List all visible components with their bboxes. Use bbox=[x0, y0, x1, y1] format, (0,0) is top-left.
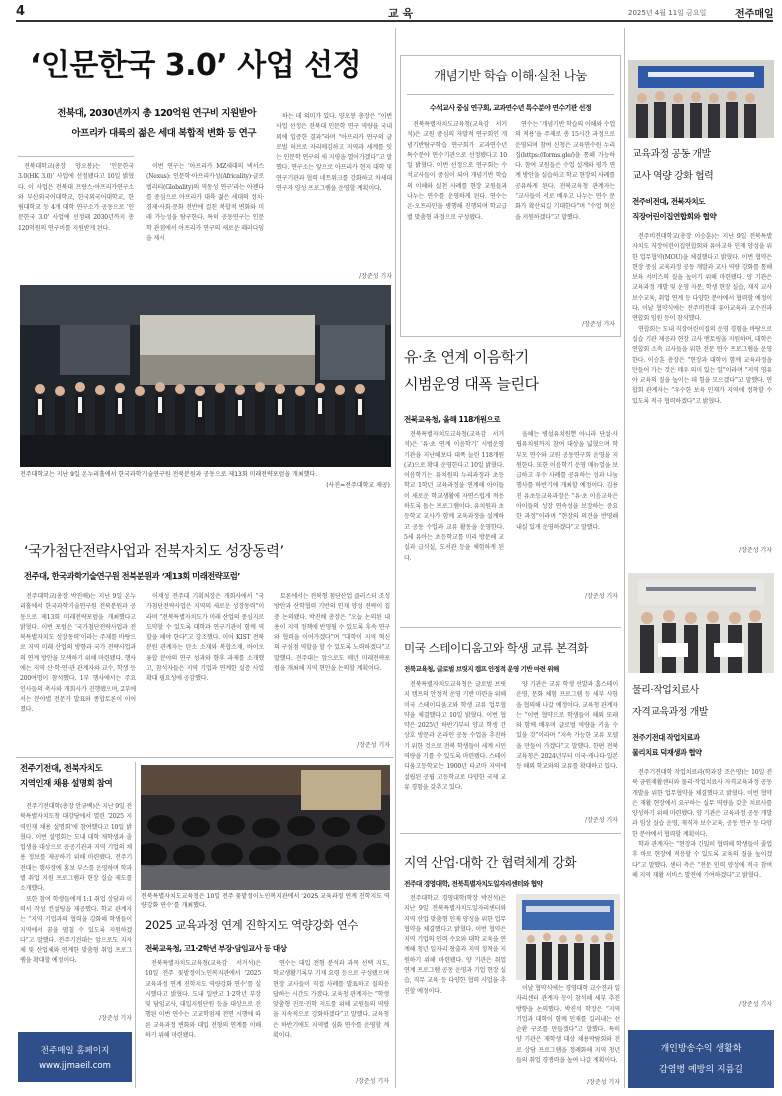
headline-line: 시범운영 대폭 늘린다 bbox=[404, 375, 539, 393]
byline: /장준성 기자 bbox=[359, 273, 392, 280]
headline-line: 교사 역량 강화 협력 bbox=[632, 171, 714, 182]
kijeon-mou-photo bbox=[628, 573, 774, 673]
article-kijeon-ot bbox=[628, 676, 774, 1026]
ad-url: www.jjmaeil.com bbox=[39, 1061, 111, 1071]
photo-caption: 전주대학교는 지난 9일 온누리홀에서 한국과학기술연구원 전북분원과 공동으로 제13회 미래전략포럼을 개최했다. bbox=[20, 471, 318, 478]
headline: 지역 산업·대학 간 협력체계 강화 bbox=[404, 856, 577, 871]
subheadline: 전주대, 한국과학기술연구원 전북분원과 ‘제13회 미래전략포럼’ bbox=[24, 571, 240, 581]
page-number: 4 bbox=[16, 4, 26, 19]
article-body: 양 기관은 교류 학생 선발과 홈스테이 운영, 문화 체험 프로그램 등 세부 사항을 협의해 나갈 예정이다. 교육청 관계자는 “이번 협약으로 학생들이 해외 또래와 함께 배우며 글로벌 역량을 키울 수 있을 것”이라며 “지속 가능한 교류 모델을 만들어 가겠다”고 말했다. 한편 전북교육청은 2024년부터 미국·캐나다·일본 등 해외 학교와의 교류를 확대하고 있다. bbox=[516, 681, 618, 771]
photo-caption: 전북특별자치도교육청은 10일 전주 꽃밭정이노인복지관에서 ‘2025 교육과정 연계 진학지도 역량강화 연수’를 개최했다. bbox=[141, 893, 390, 909]
article-body: 하는 데 의미가 있다. 양오봉 총장은 “이번 사업 선정은 전북대 인문학 연구 역량을 국내외에 입증한 결과”라며 “아프리카 연구의 글로벌 허브로 자리매김하고 지역과 세계를 잇는 인문학 연구의 새 지평을 열어가겠다”고 말했다. 연구소는 앞으로 아프리카 현지 대학 및 연구기관과 협력 네트워크를 강화하고 차세대 연구자 양성 프로그램을 운영할 계획이다. bbox=[276, 113, 392, 193]
headline bbox=[628, 676, 774, 724]
headline-line: 물리·작업치료사 bbox=[632, 685, 699, 696]
headline bbox=[628, 140, 774, 188]
headline: ‘인문한국 3.0’ 사업 선정 bbox=[30, 48, 362, 83]
article-body: 연수는 ‘개념기반 학습의 이해와 수업의 적용’을 주제로 총 15시간 과정으로 운영되며 참여 신청은 교육연수원 누리집(https://forms.gle/)을 통해 가능하다. 참여 교원들은 수업 설계와 평가 연계 방안을 실습하고 학교 현장의 사례를 공유하게 된다. 전북교육청 관계자는 “교사들이 서로 배우고 나누는 연수 문화가 확산되길 기대한다”며 “수업 혁신을 지원하겠다”고 말했다. bbox=[515, 121, 615, 221]
headline bbox=[400, 340, 622, 398]
article-kijeon-recruit bbox=[16, 762, 132, 1092]
header-rule bbox=[16, 20, 773, 22]
ad-line: 개인방송수익 생활화 bbox=[660, 1044, 742, 1054]
divider bbox=[624, 28, 625, 1088]
rule bbox=[407, 94, 614, 95]
vision-mou-photo bbox=[628, 60, 774, 138]
article-body: 전주대학교 경영대학(학장 박진석)은 지난 9일 전북특별자치도일자리센터와 지역 산업 맞춤형 인재 양성을 위한 업무협약을 체결했다고 밝혔다. 이번 협약은 지역 기업의 인력 수요와 대학 교육을 연계해 청년 일자리 창출과 지역 정착을 지원하기 위해 마련됐다. 양 기관은 취업 연계 프로그램 공동 운영과 기업 현장 실습, 직무 교육 등 다양한 협력 사업을 추진할 예정이다. bbox=[404, 895, 506, 995]
divider bbox=[395, 28, 396, 1088]
subheadline-line: 아프리카 대륙의 젊은 세대 복합적 변화 등 연구 bbox=[71, 128, 256, 139]
subheadline-line: 전주비전대, 전북자치도 bbox=[632, 197, 705, 206]
article-forum bbox=[16, 530, 394, 754]
article-body: 이재성 전주대 기획처장은 개회사에서 “국가첨단전략사업은 지역의 새로운 성장동력”이라며 “전북특별자치도가 미래 산업의 중심지로 도약할 수 있도록 대학과 연구기관이 함께 역할을 해야 한다”고 강조했다. 이어 KIST 전북분원 관계자는 탄소 소재와 복합소재, 바이오 융합 분야의 연구 성과와 향후 과제를 소개했고, 참석자들은 지역 기업과 연계한 실증 사업 확대 필요성에 공감했다. bbox=[146, 593, 264, 683]
mou-photo bbox=[516, 894, 620, 980]
subheadline: 수석교사 중심 연구회, 교과연수년 특수분야 연수기관 선정 bbox=[429, 104, 592, 112]
article-body: 올해는 병설유치원뿐 아니라 단설·사립유치원까지 참여 대상을 넓혔으며 학부모 연수와 교원 공동연구회 운영을 지원한다. 또한 이음학기 운영 매뉴얼을 보급하고 우수 사례를 공유하는 성과 나눔 행사를 하반기에 개최할 예정이다. 김용진 유초등교육과장은 “유·초 이음교육은 아이들의 성장 연속성을 보장하는 중요한 과정”이라며 “현장의 의견을 반영해 내실 있게 운영하겠다”고 말했다. bbox=[516, 431, 618, 531]
byline: /장준성 기자 bbox=[585, 817, 618, 824]
byline: /장준성 기자 bbox=[356, 1078, 389, 1085]
article-body: 이번 연구는 ‘아프리카 MZ세대의 넥서스(Nexus): 인문학·아프리카성(Africality)·글로벌리티(Globality)의 역동성 연구’라는 아젠다를 중심으로 아프리카 대륙 젊은 세대의 정치·경제·사회·문화 전반에 걸친 복합적 변화와 미래 가능성을 탐구한다. 특히 공동연구는 인문학 관점에서 아프리카 연구의 새로운 패러다임을 제시 bbox=[146, 163, 264, 243]
article-body: 전북특별자치도교육청(교육감 서거석)은 10일 전주 꽃밭정이노인복지관에서 ‘2025 교육과정 연계 진학지도 역량강화 연수’를 실시했다고 밝혔다. 도내 일반고 1·2학년 부장 및 담임교사, 대입지원단원 등을 대상으로 진행된 이번 연수는 고교학점제 전면 시행에 따른 교육과정 변화와 대입 전형의 연계를 이해하기 위해 마련됐다. bbox=[145, 960, 261, 1040]
article-body: 토론에서는 전북형 첨단산업 클러스터 조성 방안과 산학협력 기반의 인재 양성 전략이 집중 논의됐다. 박진배 총장은 “오늘 논의된 내용이 지역 정책에 반영될 수 있도록 후속 연구와 협력을 이어가겠다”며 “대학이 지역 혁신의 구심점 역할을 할 수 있도록 노력하겠다”고 말했다. 전주대는 앞으로도 매년 미래전략포럼을 개최해 지역 현안을 논의할 계획이다. bbox=[274, 593, 390, 673]
byline: /장준성 기자 bbox=[739, 547, 772, 554]
issue-date: 2025년 4월 11일 금요일 bbox=[628, 9, 707, 17]
divider bbox=[400, 833, 621, 834]
forum-photo bbox=[20, 285, 391, 467]
headline bbox=[16, 762, 132, 792]
ad-line: 전주매일 홈페이지 bbox=[40, 1046, 110, 1056]
article-industry-univ bbox=[400, 838, 622, 1092]
article-vision-daycare bbox=[628, 140, 774, 560]
subheadline bbox=[36, 104, 256, 144]
subheadline: 전북교육청, 올해 118개원으로 bbox=[404, 415, 501, 424]
headline: ‘국가첨단전략사업과 전북자치도 성장동력’ bbox=[24, 544, 284, 560]
article-transition-semester bbox=[400, 340, 622, 610]
photo-credit: (사진=전주대학교 제공) bbox=[326, 482, 390, 489]
article-stadium-high bbox=[400, 632, 622, 830]
subheadline bbox=[628, 724, 774, 760]
article-body: 전북특별자치도교육청은 글로벌 브릿지 캠프의 안정적 운영 기반 마련을 위해 미국 스테이디움고와 학생 교류 업무협약을 체결했다고 10일 밝혔다. 이번 협약은 2025년 하반기부터 양교 학생 간 상호 방문과 온라인 공동 수업을 추진하기 위한 것으로 전북 학생들이 세계 시민 역량을 기를 수 있도록 마련됐다. 스테이디움고등학교는 1900년 타코마 지역에 설립된 공립 고등학교로 다양한 국제 교류 경험을 갖추고 있다. bbox=[404, 681, 506, 791]
subheadline-line: 물리치료 덕재생과 협약 bbox=[632, 748, 702, 757]
homepage-ad[interactable] bbox=[18, 1032, 132, 1082]
headline-line: 전주기전대, 전북자치도 bbox=[20, 764, 103, 774]
headline: 개념기반 학습 이해·실천 나눔 bbox=[434, 68, 587, 83]
subheadline-line: 전북대, 2030년까지 총 120억원 연구비 지원받아 bbox=[57, 108, 256, 119]
byline: /장준성 기자 bbox=[99, 1015, 132, 1022]
byline: /장준성 기자 bbox=[357, 742, 390, 749]
divider bbox=[400, 627, 621, 628]
section-label: 교 육 bbox=[388, 7, 414, 20]
article-concept-learning bbox=[400, 55, 621, 337]
brand-name: 전주매일 bbox=[735, 9, 774, 20]
subheadline: 전북교육청, 글로벌 브릿지 캠프 안정적 운영 기반 마련 위해 bbox=[404, 665, 559, 673]
article-body: 전북대학교(총장 양오봉)는 ‘인문한국 3.0(HK 3.0)’ 사업에 선정됐다고 10일 밝혔다. 이 사업은 전북대 프랑스·아프리카연구소와 부산외국어대학교, 한국외국어대학교, 한림대학교 등 4개 대학 연구소가 공동으로 ‘인문한국 3.0’ 사업에 선정돼 2030년까지 총 120억원의 연구비를 지원받게 된다. bbox=[18, 163, 134, 232]
article-body: 이날 협약식에는 경영대학 교수진과 일자리센터 관계자 등이 참석해 세부 추진 방향을 논의했다. 박진석 학장은 “지역 기업과 대학이 함께 인재를 길러내는 선순환 구조를 만들겠다”고 말했다. 특히 양 기관은 재학생 대상 채용박람회와 진로 상담 프로그램을 정례화해 지역 청년들의 취업 경쟁력을 높여 나갈 계획이다. bbox=[516, 985, 620, 1065]
byline: /장준성 기자 bbox=[585, 593, 618, 600]
divider bbox=[16, 757, 394, 758]
subheadline: 전북교육청, 고1·2학년 부장·담임교사 등 대상 bbox=[145, 944, 287, 953]
headline: 미국 스테이디움고와 학생 교류 본격화 bbox=[404, 641, 588, 655]
article-body: 전북특별자치도교육청(교육감 서거석)은 교원 중심의 자발적 연구회인 개념기반탐구학습 연구회가 교과연수년 특수분야 연수기관으로 선정됐다고 10일 밝혔다. 이번 선정으로 연구회는 수석교사들이 중심이 되어 개념기반 학습의 이해와 실천 사례를 현장 교원들과 나누는 연수를 운영하게 된다. 연수는 온·오프라인을 병행해 진행되며 학교급별 맞춤형 과정으로 구성됐다. bbox=[407, 121, 507, 221]
article-body: 전북특별자치도교육청(교육감 서거석)은 ‘유·초 연계 이음학기’ 시범운영 기관을 지난해보다 대폭 늘린 118개원(교)으로 확대 운영한다고 10일 밝혔다. 이음학기는 유치원의 누리과정과 초등학교 1학년 교육과정을 연계해 아이들이 새로운 학교생활에 자연스럽게 적응하도록 돕는 프로그램이다. 유치원과 초등학교 교사가 함께 교육과정을 설계하고 공동 수업과 교류 활동을 운영한다. 5세 유아는 초등학교를 미리 방문해 교실과 급식실, 도서관 등을 체험하게 된다. bbox=[404, 431, 504, 562]
subheadline-line: 전주기전대 작업치료과 bbox=[632, 733, 700, 742]
headline-line: 지역인재 채용 설명회 참여 bbox=[20, 779, 113, 789]
byline: /장준성 기자 bbox=[582, 321, 615, 328]
subheadline bbox=[628, 188, 774, 224]
ad-line: 감염병 예방의 지름길 bbox=[659, 1065, 743, 1075]
page-header bbox=[16, 4, 776, 20]
headline-line: 자격교육과정 개발 bbox=[632, 707, 708, 718]
public-ad[interactable] bbox=[628, 1030, 774, 1088]
training-photo bbox=[141, 765, 390, 890]
divider bbox=[135, 762, 136, 1088]
article-body: 전주기전대학 작업치료과(학과장 조은영)는 10일 전북 금원재활센터와 물리·작업치료사 자격교육과정 공동 개발을 위한 업무협약을 체결했다고 밝혔다. 이번 협약은 재활 현장에서 요구하는 실무 역량을 갖춘 치료사를 양성하기 위해 마련됐다. 양 기관은 교육과정 공동 개발과 임상 실습 운영, 재직자 보수교육, 공동 연구 등 다양한 분야에서 협력할 계획이다. 학과 관계자는 “현장과 긴밀히 협력해 학생들이 졸업 후 바로 현장에 적응할 수 있도록 교육의 질을 높이겠다”고 말했다. 센터 측은 “전문 인력 양성에 적극 참여해 지역 재활 서비스 발전에 기여하겠다”고 밝혔다. bbox=[632, 769, 772, 879]
headline-line: 교육과정 공동 개발 bbox=[632, 149, 711, 160]
article-body: 연수는 대입 전형 분석과 과목 선택 지도, 학교생활기록부 기재 요령 등으로 구성됐으며 현장 교사들이 직접 사례를 발표하고 질의응답하는 시간도 가졌다. 교육청 관계자는 “학생 맞춤형 진로·진학 지도를 위해 교원들의 역량을 지속적으로 강화하겠다”고 말했다. 교육청은 하반기에도 지역별 심화 연수를 운영할 계획이다. bbox=[273, 960, 389, 1040]
subheadline: 전주대 경영대학, 전북특별자치도일자리센터와 협약 bbox=[404, 880, 543, 888]
headline-line: 유·초 연계 이음학기 bbox=[404, 348, 529, 366]
article-body: 전주대학교(총장 박진배)는 지난 9일 온누리홀에서 한국과학기술연구원 전북분원과 공동으로 제13회 미래전략포럼을 개최했다고 밝혔다. 이번 포럼은 ‘국가첨단전략사업과 전북특별자치도 성장동력’이라는 주제를 바탕으로 지역 미래 산업의 방향과 국가 전략사업과의 연계 방안을 모색하기 위해 마련됐다. 행사에는 지역 산·학·연·관 관계자와 교수, 학생 등 200여명이 참석했다. 1부 행사에서는 주요 인사들의 축사와 개회사가 진행됐으며, 2부에서는 분야별 전문가 발표와 종합토론이 이어졌다. bbox=[20, 593, 136, 714]
article-body: 전주비전대학교(총장 이승훈)는 지난 9일 전북특별자치도 직장어린이집연합회와 유아교육 인재 양성을 위한 업무협약(MOU)을 체결했다고 밝혔다. 이번 협약은 현장 중심 교육과정 공동 개발과 교사 역량 강화를 통해 보육 서비스의 질을 높이기 위해 마련됐다. 양 기관은 교육과정 개발 및 운영 자문, 학생 현장 실습, 재직 교사 보수교육, 취업 연계 등 다양한 분야에서 협력할 예정이다. 이날 협약식에는 전주비전대 유아교육과 교수진과 연합회 임원 등이 참석했다. 연합회는 도내 직장어린이집의 운영 경험을 바탕으로 실습 기관 제공과 현장 교사 멘토링을 지원하며, 대학은 연합회 소속 교사들을 위한 전문 연수 프로그램을 운영한다. 이승훈 총장은 “현장과 대학이 함께 교육과정을 만들어 가는 것은 매우 의미 있는 일”이라며 “지역 영유아 교육의 질을 높이는 데 힘을 모으겠다”고 말했다. 연합회 관계자는 “우수한 보육 인재가 지역에 정착할 수 있도록 적극 협력하겠다”고 밝혔다. bbox=[632, 233, 772, 405]
article-admission bbox=[141, 915, 393, 1091]
article-body: 전주기전대학(총장 안규백)은 지난 9일 전북특별자치도청 대강당에서 열린 ‘2025 지역인재 채용 설명회’에 참여했다고 10일 밝혔다. 이번 설명회는 도내 대학 재학생과 졸업생을 대상으로 공공기관과 지역 기업의 채용 정보를 제공하기 위해 마련됐다. 전주기전대는 행사장에 홍보 부스를 운영하며 학과별 취업 지원 프로그램과 현장 실습 제도를 소개했다. 또한 참여 학생들에게 1:1 취업 상담과 이력서 작성 컨설팅을 제공했다. 학교 관계자는 “지역 기업과의 협력을 강화해 학생들이 지역에서 꿈을 펼칠 수 있도록 지원하겠다”고 말했다. 전주기전대는 앞으로도 지자체 및 산업체와 연계한 맞춤형 취업 프로그램을 확대할 예정이다. bbox=[20, 803, 132, 965]
article-hk30 bbox=[16, 30, 394, 282]
rule bbox=[18, 156, 134, 157]
byline: /장준성 기자 bbox=[587, 1079, 620, 1086]
headline: 2025 교육과정 연계 진학지도 역량강화 연수 bbox=[145, 918, 358, 932]
subheadline-line: 직장어린이집연합회와 협약 bbox=[632, 212, 717, 221]
byline: /장준성 기자 bbox=[739, 1001, 772, 1008]
